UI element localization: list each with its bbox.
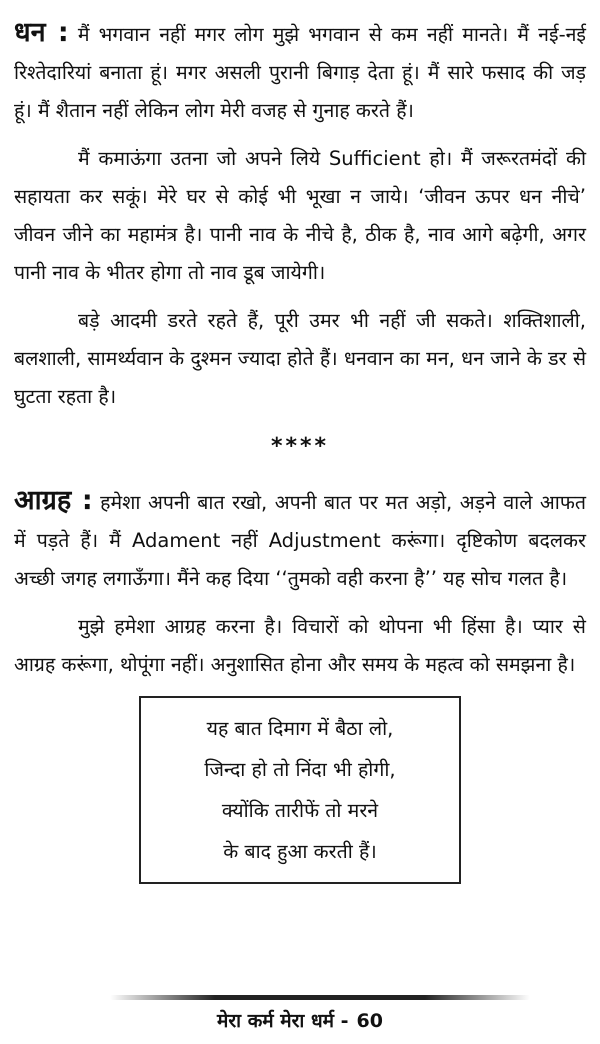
page-number: 60 xyxy=(356,1010,383,1032)
dhan-paragraph-1-text: मैं भगवान नहीं मगर लोग मुझे भगवान से कम नहीं मानते। मैं नई-नई रिश्तेदारियां बनाता हूं। मगर असली पुरानी बिगाड़ देता हूं। मैं सारे फसाद की जड़ हूं। मैं शैतान नहीं लेकिन लोग मेरी वजह से गुनाह करते हैं। xyxy=(14,23,587,122)
page-content xyxy=(14,14,586,884)
dhan-paragraph-3: बड़े आदमी डरते रहते हैं, पूरी उमर भी नहीं जी सकते। शक्तिशाली, बलशाली, सामर्थ्यवान के दुश्मन ज्यादा होते हैं। धनवान का मन, धन जाने के डर से घुटता रहता है। xyxy=(14,309,586,408)
aagrah-paragraph-2: मुझे हमेशा आग्रह करना है। विचारों को थोपना भी हिंसा है। प्यार से आग्रह करूंगा, थोपूंगा नहीं। अनुशासित होना और समय के महत्व को समझना है। xyxy=(14,615,586,676)
dhan-paragraph-2: मैं कमाऊंगा उतना जो अपने लिये Sufficient हो। मैं जरूरतमंदों की सहायता कर सकूं। मेरे घर से कोई भी भूखा न जाये। ‘जीवन ऊपर धन नीचे’ जीवन जीने का महामंत्र है। पानी नाव के नीचे है, ठीक है, नाव आगे बढ़ेगी, अगर पानी नाव के भीतर होगा तो नाव डूब जायेगी। xyxy=(14,147,586,284)
dhan-paragraph-1 xyxy=(14,14,586,130)
aagrah-paragraph-1 xyxy=(14,482,586,598)
aagrah-term: आग्रह : xyxy=(14,485,93,516)
poem-box xyxy=(139,696,461,884)
poem-line: यह बात दिमाग में बैठा लो, xyxy=(206,717,394,740)
page-footer xyxy=(0,1008,600,1034)
poem-line: के बाद हुआ करती हैं। xyxy=(223,840,377,863)
section-separator: **** xyxy=(270,434,330,459)
aagrah-paragraph-1-text: हमेशा अपनी बात रखो, अपनी बात पर मत अड़ो, अड़ने वाले आफत में पड़ते हैं। मैं Adament नहीं Adjustment करूंगा। दृष्टिकोण बदलकर अच्छी जगह लगाऊँगा। मैंने कह दिया ‘‘तुमको वही करना है’’ यह सोच गलत है। xyxy=(14,491,587,590)
footer-divider xyxy=(110,995,530,1000)
poem-line: जिन्दा हो तो निंदा भी होगी, xyxy=(204,758,396,781)
book-title: मेरा कर्म मेरा धर्म - xyxy=(217,1010,349,1032)
dhan-term: धन : xyxy=(14,17,69,48)
poem-line: क्योंकि तारीफें तो मरने xyxy=(221,799,379,822)
